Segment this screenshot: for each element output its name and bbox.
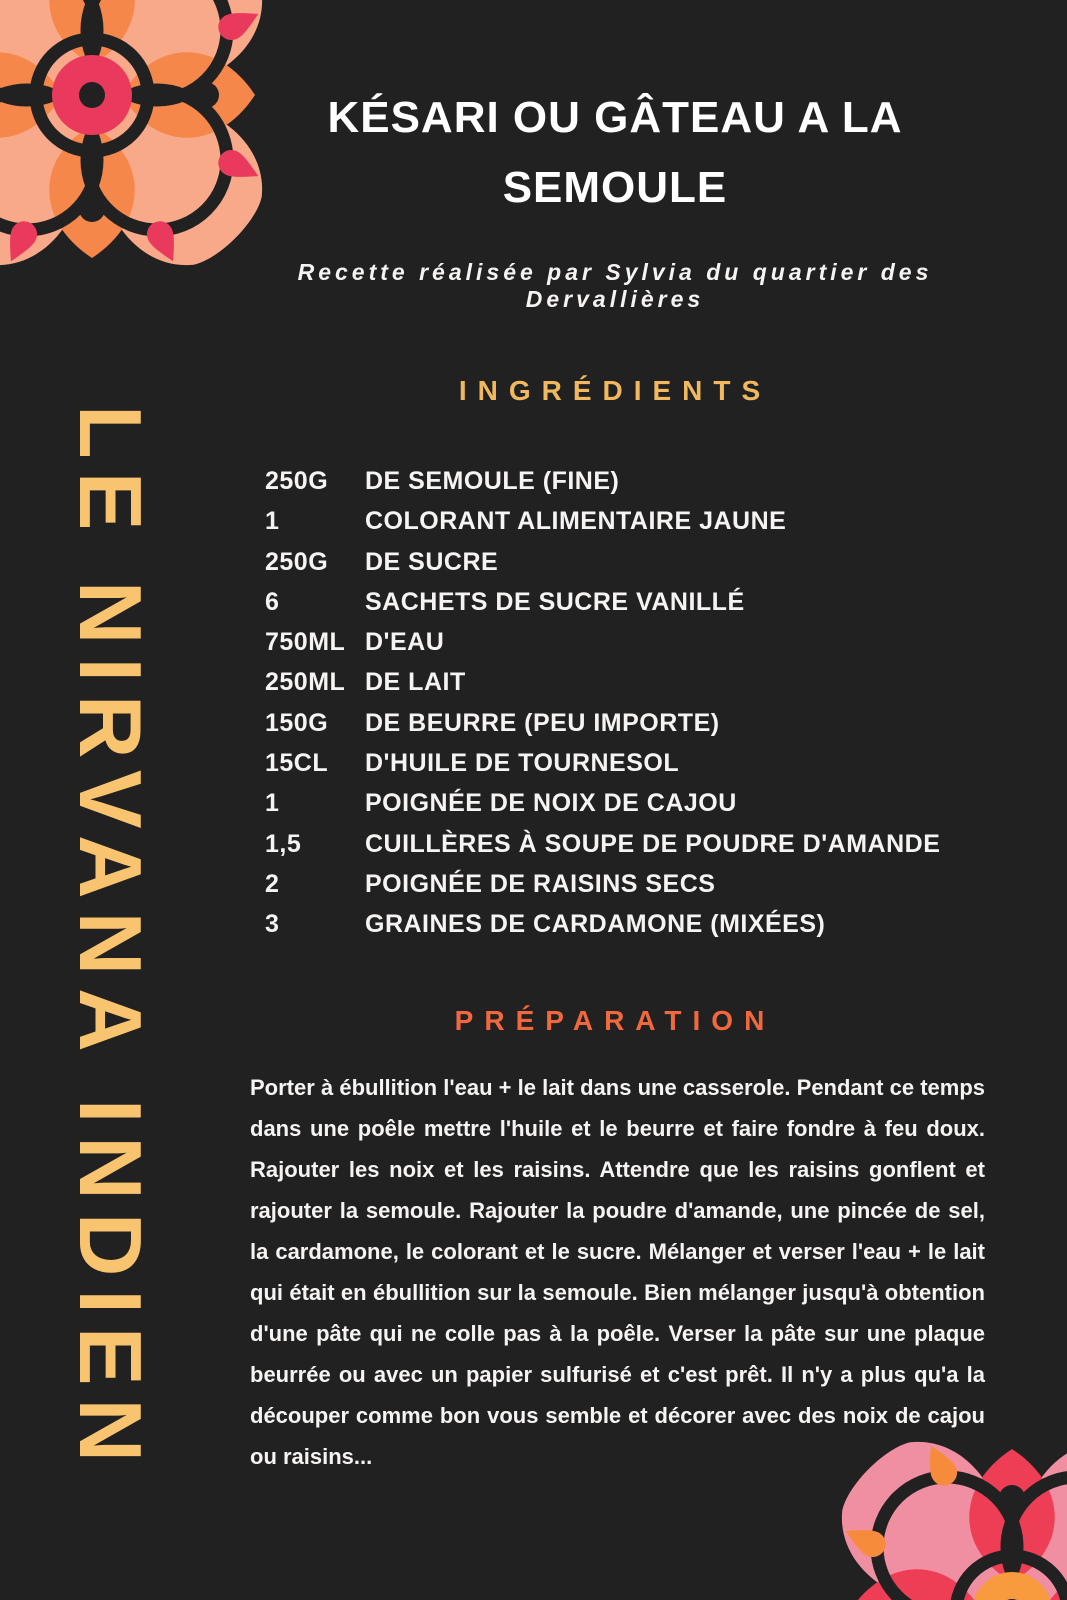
ingredient-row [265, 703, 990, 743]
ingredient-name: D'HUILE DE TOURNESOL [365, 749, 680, 778]
ingredient-qty: 250G [265, 467, 329, 495]
ingredient-name: DE LAIT [365, 668, 466, 697]
preparation-text: Porter à ébullition l'eau + le lait dans une casserole. Pendant ce temps dans une poêle mettre l'huile et le beurre et faire fondre à feu doux. Rajouter les noix et les raisins. Attendre que les raisins gonflent et rajouter la semoule. Rajouter la poudre d'amande, une pincée de sel, la cardamone, le colorant et le sucre. Mélanger et verser l'eau + le lait qui était en ébullition sur la semoule. Bien mélanger jusqu'à obtention d'une pâte qui ne colle pas à la poêle. Verser la pâte sur une plaque beurrée ou avec un papier sulfurisé et c'est prêt. Il n'y a plus qu'a la découper comme bon vous semble et décorer avec des noix de cajou ou raisins... [250, 1074, 985, 1469]
recipe-content [240, 0, 990, 1477]
ingredient-qty: 250ML [265, 668, 346, 697]
ingredient-name: D'EAU [365, 628, 445, 657]
ingredient-row [265, 864, 990, 904]
ingredient-qty: 750ML [265, 628, 346, 657]
ingredient-qty: 6 [265, 587, 280, 616]
ingredient-name: DE SEMOULE (FINE) [365, 467, 620, 495]
ingredient-name: POIGNÉE DE RAISINS SECS [365, 869, 716, 898]
ingredients-list [240, 461, 990, 945]
ingredient-qty: 2 [265, 869, 280, 898]
ingredient-row [265, 622, 990, 662]
ingredient-row [265, 501, 990, 541]
ingredient-row [265, 461, 990, 501]
page-title-line2: SEMOULE [502, 163, 728, 212]
ingredient-name: SACHETS DE SUCRE VANILLÉ [365, 587, 745, 616]
page-title [240, 83, 990, 223]
ingredient-name: COLORANT ALIMENTAIRE JAUNE [365, 507, 787, 536]
ingredient-name: GRAINES DE CARDAMONE (MIXÉES) [365, 910, 826, 939]
ingredient-name: DE SUCRE [365, 547, 499, 576]
ingredient-name: POIGNÉE DE NOIX DE CAJOU [365, 789, 737, 818]
ingredient-row [265, 904, 990, 944]
ingredient-row [265, 542, 990, 582]
ingredient-qty: 1,5 [265, 829, 302, 858]
page-title-line1: KÉSARI OU GÂTEAU A LA [327, 93, 903, 142]
ingredients-heading: INGRÉDIENTS [458, 375, 772, 406]
ingredient-qty: 150G [265, 708, 329, 737]
side-banner-text: LE NIRVANA INDIEN [61, 405, 160, 1476]
ingredient-row [265, 743, 990, 783]
ingredient-row [265, 824, 990, 864]
ingredient-qty: 1 [265, 789, 280, 818]
ingredient-name: CUILLÈRES À SOUPE DE POUDRE D'AMANDE [365, 829, 941, 858]
ingredient-name: DE BEURRE (PEU IMPORTE) [365, 708, 720, 737]
ingredient-row [265, 783, 990, 823]
ingredient-row [265, 582, 990, 622]
ingredient-qty: 250G [265, 547, 329, 576]
ingredient-qty: 15CL [265, 749, 329, 778]
preparation-heading: PRÉPARATION [454, 1004, 776, 1036]
subtitle: Recette réalisée par Sylvia du quartier des Dervallières [297, 259, 933, 312]
ingredient-qty: 3 [265, 910, 280, 939]
ingredient-qty: 1 [265, 507, 280, 536]
ingredient-row [265, 662, 990, 702]
